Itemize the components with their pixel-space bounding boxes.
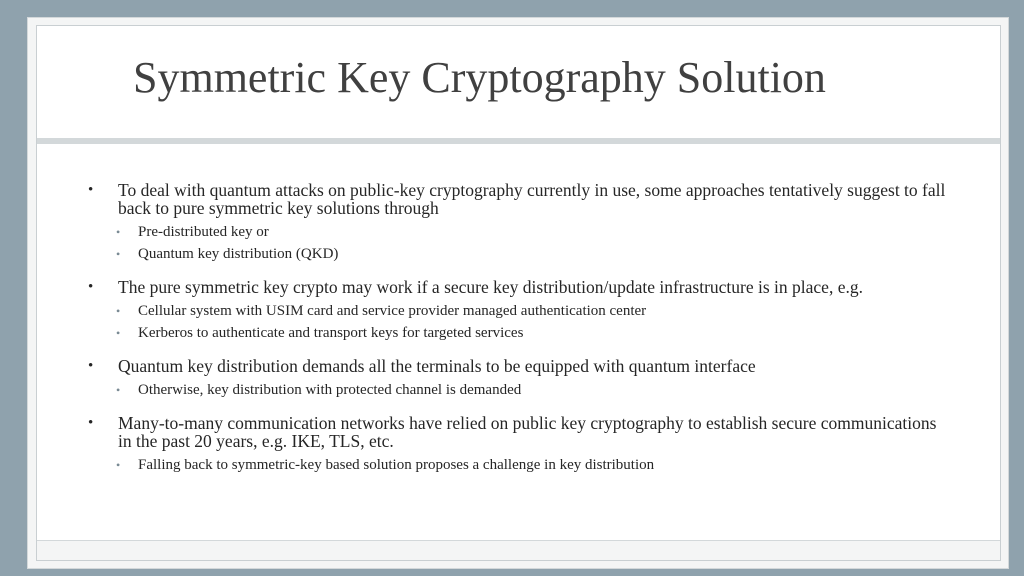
sub-bullet-icon: • (116, 326, 121, 340)
sub-bullet-text: Quantum key distribution (QKD) (138, 246, 339, 262)
bullet-icon: • (88, 182, 94, 198)
sub-bullet-list (88, 221, 948, 265)
sub-bullet-text: Pre-distributed key or (138, 224, 269, 240)
sub-bullet-list (88, 300, 948, 344)
bullet-text: To deal with quantum attacks on public-key cryptography currently in use, some approaches tentatively suggest to fall back to pure symmetric key solutions through (118, 180, 946, 218)
bullet-group (88, 357, 948, 401)
sub-bullet-item (88, 243, 948, 265)
sub-bullet-item (88, 379, 948, 401)
sub-bullet-icon: • (116, 383, 121, 397)
sub-bullet-list (88, 379, 948, 401)
bullet-item (88, 357, 948, 375)
bullet-icon: • (88, 279, 94, 295)
slide-title: Symmetric Key Cryptography Solution (133, 53, 826, 102)
sub-bullet-list (88, 454, 948, 476)
sub-bullet-item (88, 300, 948, 322)
sub-bullet-item (88, 454, 948, 476)
sub-bullet-icon: • (116, 247, 121, 261)
sub-bullet-text: Cellular system with USIM card and service provider managed authentication center (138, 303, 647, 319)
footer-band (37, 540, 1000, 560)
bullet-text: Quantum key distribution demands all the terminals to be equipped with quantum interface (118, 356, 756, 376)
sub-bullet-icon: • (116, 458, 121, 472)
sub-bullet-item (88, 221, 948, 243)
bullet-group (88, 181, 948, 265)
sub-bullet-text: Kerberos to authenticate and transport keys for targeted services (138, 325, 524, 341)
bullet-icon: • (88, 415, 94, 431)
bullet-item (88, 414, 948, 450)
bullet-text: The pure symmetric key crypto may work if a secure key distribution/update infrastructure is in place, e.g. (118, 277, 863, 297)
sub-bullet-icon: • (116, 304, 121, 318)
bullet-group (88, 278, 948, 344)
sub-bullet-item (88, 322, 948, 344)
sub-bullet-text: Otherwise, key distribution with protected channel is demanded (138, 382, 522, 398)
bullet-icon: • (88, 358, 94, 374)
bullet-item (88, 181, 948, 217)
bullet-list (88, 181, 948, 489)
bullet-item (88, 278, 948, 296)
bullet-group (88, 414, 948, 476)
title-divider (37, 138, 1000, 144)
bullet-text: Many-to-many communication networks have relied on public key cryptography to establish secure communications in the past 20 years, e.g. IKE, TLS, etc. (118, 413, 937, 451)
sub-bullet-text: Falling back to symmetric-key based solution proposes a challenge in key distribution (138, 457, 655, 473)
sub-bullet-icon: • (116, 225, 121, 239)
